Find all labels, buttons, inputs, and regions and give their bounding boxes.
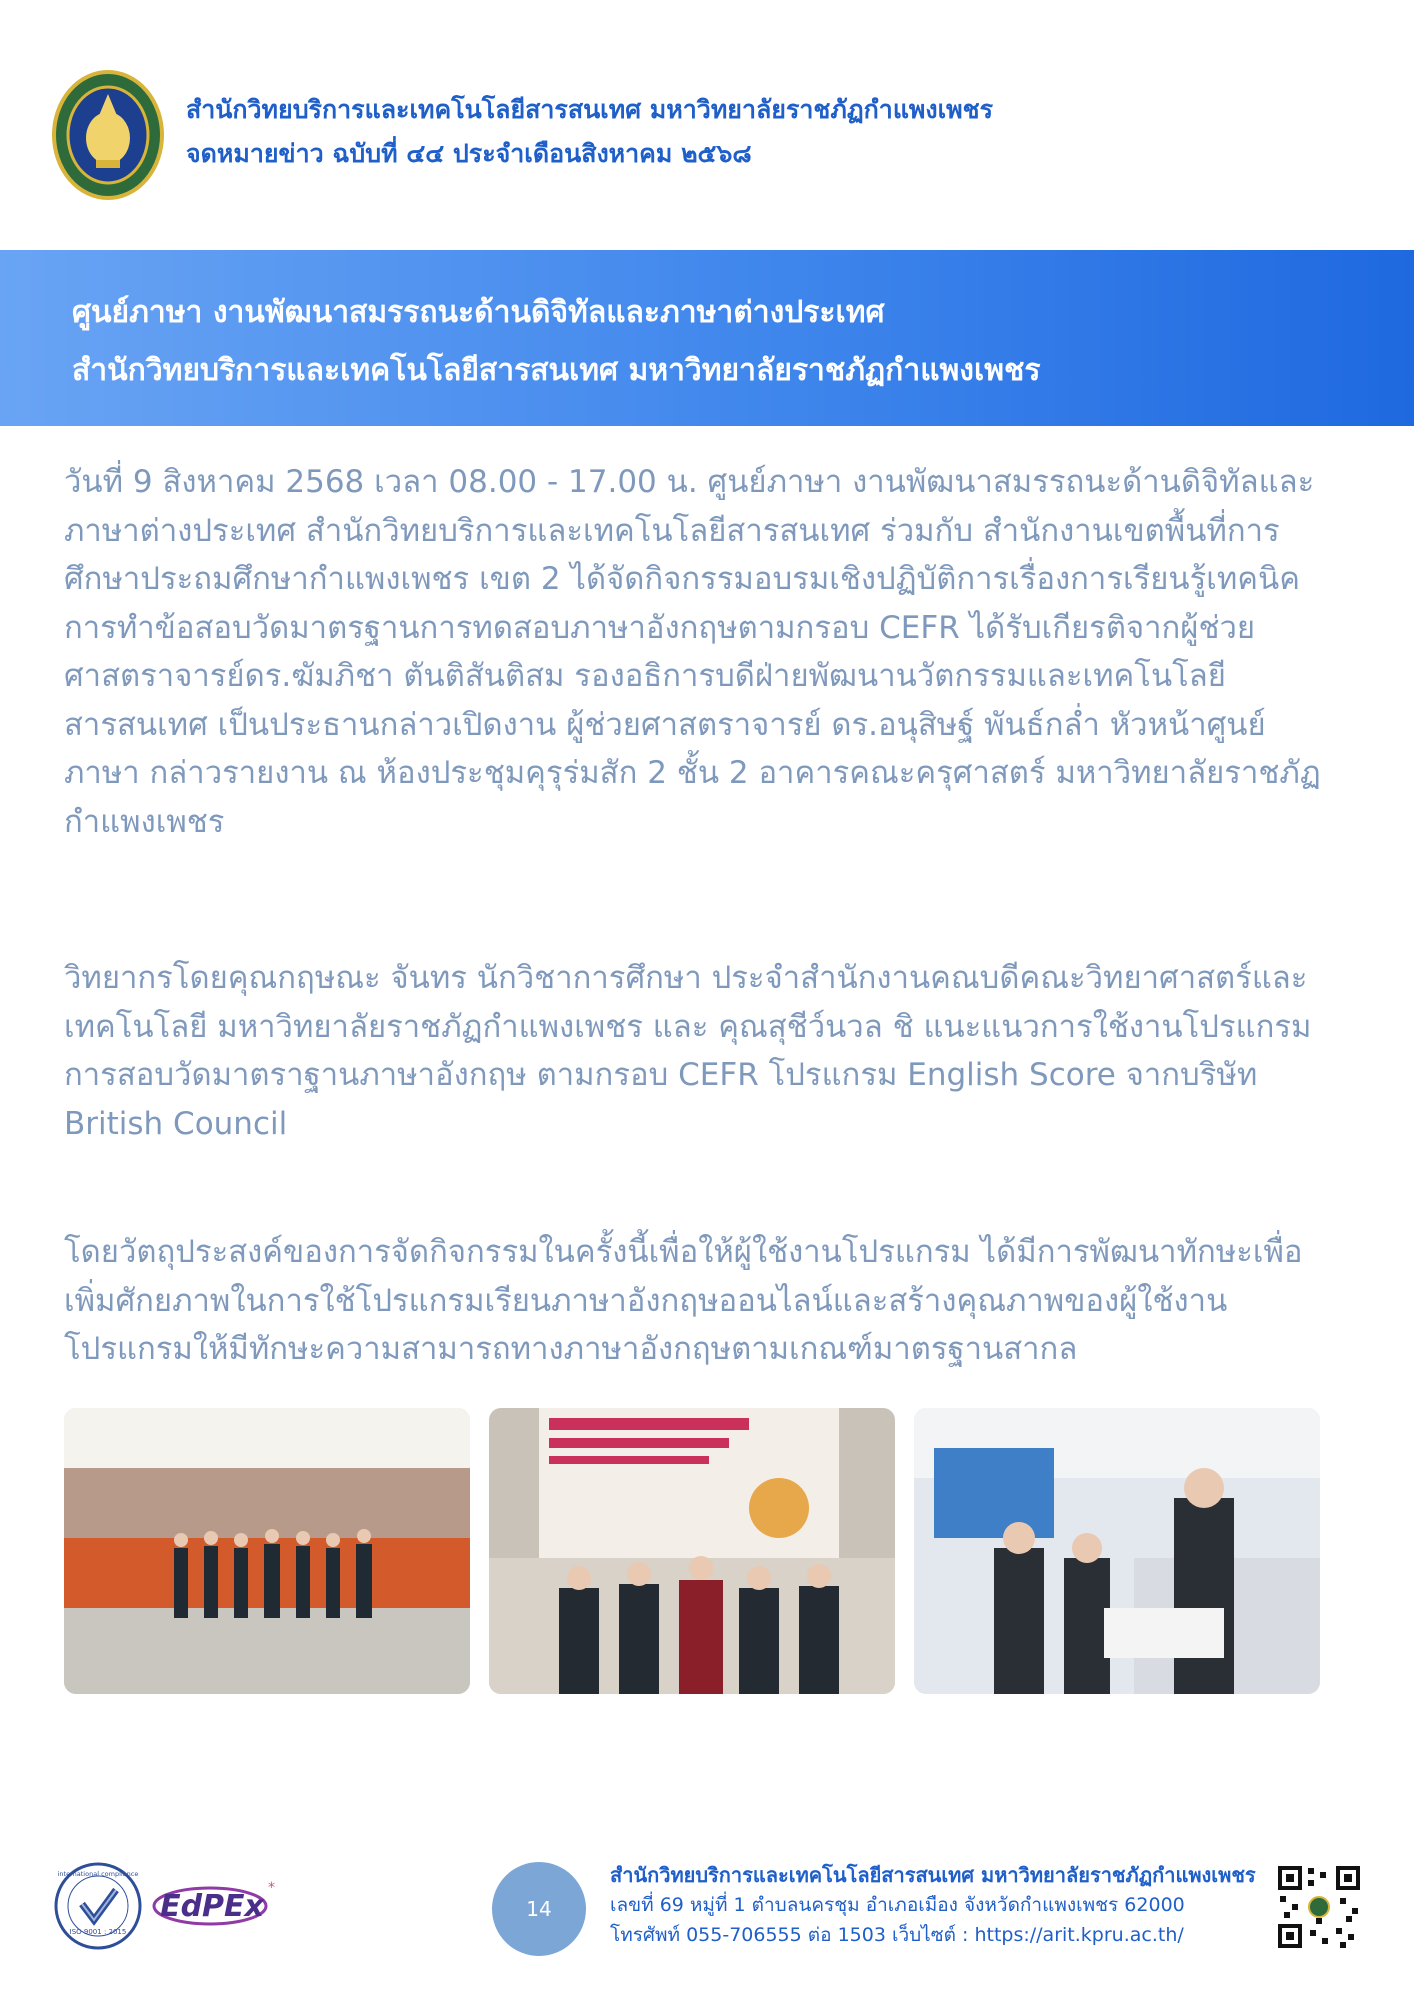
header-newsletter-line: จดหมายข่าว ฉบับที่ ๔๔ ประจำเดือนสิงหาคม ๒๕๖๘ (186, 139, 752, 168)
edpex-logo-text: EdPEx (160, 1889, 264, 1924)
paragraph-line: การสอบวัดมาตราฐานภาษาอังกฤษ ตามกรอบ CEFR โปรแกรม English Score จากบริษัท (64, 1057, 1258, 1093)
footer-contact-line[interactable]: โทรศัพท์ 055-706555 ต่อ 1503 เว็บไซต์ : https://arit.kpru.ac.th/ (610, 1924, 1184, 1946)
cert-logo-text: ISO 9001 : 2015 (69, 1928, 127, 1936)
paragraph-line: เพิ่มศักยภาพในการใช้โปรแกรมเรียนภาษาอังกฤษออนไลน์และสร้างคุณภาพของผู้ใช้งาน (64, 1282, 1228, 1319)
university-seal-icon (52, 70, 164, 200)
photo-participants-registration (914, 1408, 1320, 1694)
svg-text:*: * (268, 1880, 275, 1896)
iso-certification-logo (52, 1860, 144, 1952)
paragraph-line: โดยวัตถุประสงค์ของการจัดกิจกรรมในครั้งนี้เพื่อให้ผู้ใช้งานโปรแกรม ได้มีการพัฒนาทักษะเพื่อ (64, 1234, 1303, 1270)
paragraph-line: ศาสตราจารย์ดร.ฆัมภิชา ตันติสันติสม รองอธิการบดีฝ่ายพัฒนานวัตกรรมและเทคโนโลยี (64, 658, 1226, 694)
paragraph-line: ศึกษาประถมศึกษากำแพงเพชร เขต 2 ได้จัดกิจกรรมอบรมเชิงปฏิบัติการเรื่องการเรียนรู้เทคนิค (64, 561, 1300, 597)
qr-code-icon[interactable] (1276, 1864, 1362, 1950)
header-text (186, 88, 993, 176)
banner-line-1: ศูนย์ภาษา งานพัฒนาสมรรถนะด้านดิจิทัลและภาษาต่างประเทศ (72, 295, 885, 330)
paragraph-line: ภาษาต่างประเทศ สำนักวิทยบริการและเทคโนโลยีสารสนเทศ ร่วมกับ สำนักงานเขตพื้นที่การ (64, 512, 1280, 549)
paragraph-line: วันที่ 9 สิงหาคม 2568 เวลา 08.00 - 17.00 น. ศูนย์ภาษา งานพัฒนาสมรรถนะด้านดิจิทัลและ (64, 464, 1315, 500)
paragraph-line: เทคโนโลยี มหาวิทยาลัยราชภัฏกำแพงเพชร และ คุณสุชีว์นวล ชิ แนะแนวการใช้งานโปรแกรม (64, 1008, 1312, 1045)
paragraph-line: สารสนเทศ เป็นประธานกล่าวเปิดงาน ผู้ช่วยศาสตราจารย์ ดร.อนุสิษฐ์ พันธ์กล่ำ หัวหน้าศูนย์ (64, 706, 1266, 743)
paragraph-3 (64, 1228, 1354, 1374)
title-banner (0, 250, 1414, 426)
edpex-logo (150, 1876, 280, 1934)
paragraph-line: กำแพงเพชร (64, 803, 225, 840)
cert-ring-text: international compliance (57, 1870, 139, 1878)
paragraph-line: การทำข้อสอบวัดมาตรฐานการทดสอบภาษาอังกฤษตามกรอบ CEFR ได้รับเกียรติจากผู้ช่วย (64, 609, 1256, 646)
footer-contact (610, 1860, 1256, 1950)
banner-line-2: สำนักวิทยบริการและเทคโนโลยีสารสนเทศ มหาวิทยาลัยราชภัฏกำแพงเพชร (72, 353, 1041, 388)
footer-org-line: สำนักวิทยบริการและเทคโนโลยีสารสนเทศ มหาวิทยาลัยราชภัฏกำแพงเพชร (610, 1863, 1256, 1887)
paragraph-line: British Council (64, 1105, 288, 1142)
paragraph-line: ภาษา กล่าวรายงาน ณ ห้องประชุมคุรุร่มสัก 2 ชั้น 2 อาคารคณะครุศาสตร์ มหาวิทยาลัยราชภัฏ (64, 755, 1321, 791)
banner-text (72, 284, 1040, 400)
photo-group-presentation-screen (489, 1408, 895, 1694)
paragraph-2 (64, 954, 1354, 1148)
page-number: 14 (492, 1862, 586, 1956)
paragraph-line: โปรแกรมให้มีทักษะความสามารถทางภาษาอังกฤษตามเกณฑ์มาตรฐานสากล (64, 1331, 1078, 1367)
photo-group-auditorium (64, 1408, 470, 1694)
header-org-line: สำนักวิทยบริการและเทคโนโลยีสารสนเทศ มหาวิทยาลัยราชภัฏกำแพงเพชร (186, 95, 994, 124)
paragraph-line: วิทยากรโดยคุณกฤษณะ จันทร นักวิชาการศึกษา ประจำสำนักงานคณบดีคณะวิทยาศาสตร์และ (64, 960, 1308, 996)
paragraph-1 (64, 458, 1354, 846)
footer-address-line: เลขที่ 69 หมู่ที่ 1 ตำบลนครชุม อำเภอเมือง จังหวัดกำแพงเพชร 62000 (610, 1894, 1185, 1916)
